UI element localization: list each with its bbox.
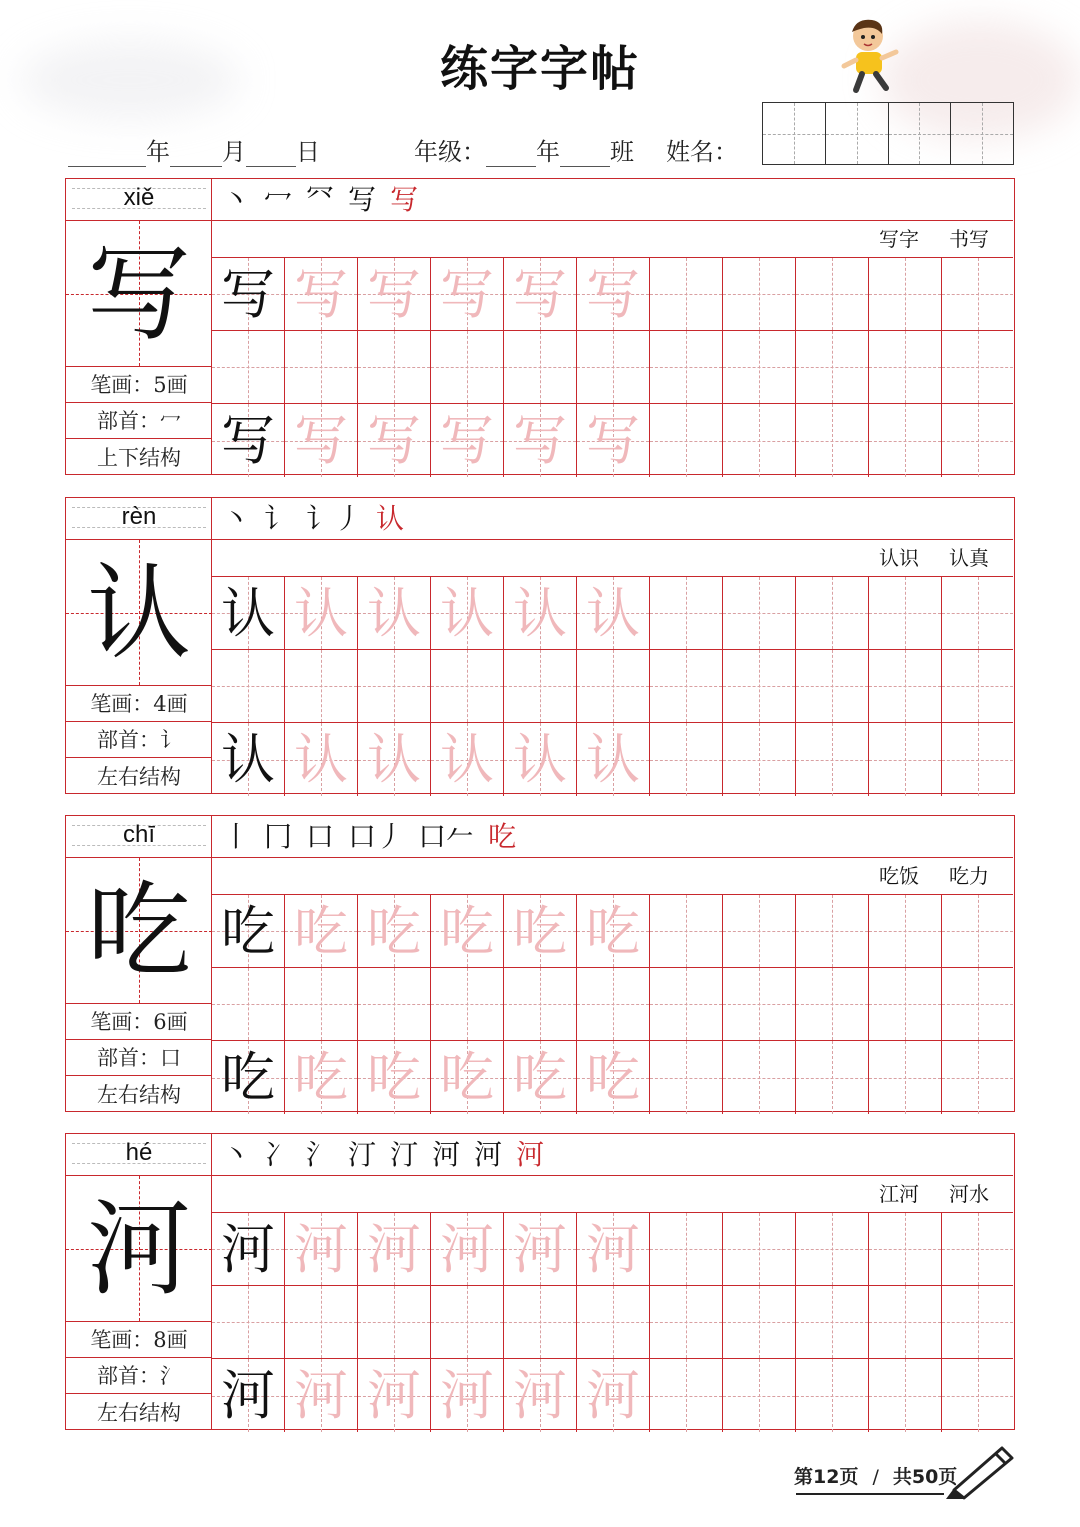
practice-cell[interactable] [577, 723, 650, 796]
trace-character: 吃 [586, 900, 640, 963]
grid-row [212, 1041, 1013, 1114]
practice-cell[interactable] [577, 331, 650, 404]
trace-character: 写 [294, 263, 348, 326]
practice-cell[interactable] [869, 968, 942, 1041]
practice-cell[interactable] [650, 1359, 723, 1432]
practice-cell[interactable] [650, 331, 723, 404]
trace-character: 吃 [586, 1046, 640, 1109]
practice-cell[interactable] [431, 968, 504, 1041]
practice-cell[interactable] [942, 1286, 1013, 1359]
practice-cell[interactable] [577, 1213, 650, 1286]
practice-cell[interactable] [431, 650, 504, 723]
grid-model-character: 吃 [221, 900, 275, 963]
practice-cell[interactable] [577, 1359, 650, 1432]
trace-character: 写 [367, 409, 421, 472]
example-word: 认识 [879, 546, 919, 570]
stroke-step: 河 [474, 1138, 503, 1171]
trace-character: 河 [440, 1364, 494, 1427]
practice-cell[interactable] [504, 650, 577, 723]
radical-label: 部首：冖 [66, 403, 212, 439]
practice-cell[interactable] [504, 331, 577, 404]
practice-cell[interactable] [285, 331, 358, 404]
stroke-step: 吃 [488, 820, 517, 853]
structure-label: 左右结构 [97, 1082, 181, 1107]
grade-label: 年级： [414, 138, 486, 166]
practice-cell[interactable] [942, 258, 1013, 331]
trace-character: 吃 [513, 1046, 567, 1109]
stroke-count-label: 笔画：4画 [66, 686, 212, 722]
practice-cell[interactable] [504, 1286, 577, 1359]
practice-cell[interactable] [577, 1286, 650, 1359]
practice-cell[interactable] [577, 258, 650, 331]
trace-character: 认 [513, 728, 567, 791]
example-words-row [212, 221, 1013, 258]
grid-model-character: 河 [221, 1364, 275, 1427]
practice-cell[interactable] [504, 968, 577, 1041]
trace-character: 写 [513, 409, 567, 472]
practice-cell[interactable] [504, 1213, 577, 1286]
practice-cell[interactable] [942, 968, 1013, 1041]
stroke-order-row [212, 816, 1013, 858]
practice-cell[interactable] [650, 1041, 723, 1114]
practice-cell[interactable] [577, 895, 650, 968]
structure-label: 左右结构 [97, 1400, 181, 1425]
practice-cell[interactable] [431, 1286, 504, 1359]
example-words-row [212, 858, 1013, 895]
pen-icon [940, 1440, 1018, 1500]
example-words-row [212, 540, 1013, 577]
practice-cell[interactable] [358, 1286, 431, 1359]
practice-cell[interactable] [869, 650, 942, 723]
practice-cell[interactable] [504, 895, 577, 968]
stroke-step: 讠丿 [306, 502, 363, 535]
practice-cell[interactable] [504, 1041, 577, 1114]
practice-cell[interactable] [285, 1213, 358, 1286]
character-info-panel [65, 1133, 211, 1430]
practice-cell[interactable] [796, 1286, 869, 1359]
class-line [414, 132, 738, 167]
practice-cell[interactable] [212, 258, 285, 331]
model-character-box [66, 221, 212, 367]
practice-cell[interactable] [285, 1041, 358, 1114]
practice-cell[interactable] [431, 723, 504, 796]
example-word: 认真 [949, 546, 989, 570]
practice-cell[interactable] [358, 577, 431, 650]
example-word: 吃饭 [879, 864, 919, 888]
trace-character: 认 [513, 582, 567, 645]
grid-row [212, 1213, 1013, 1286]
practice-cell[interactable] [212, 723, 285, 796]
practice-cell[interactable] [723, 723, 796, 796]
trace-character: 河 [513, 1364, 567, 1427]
practice-cell[interactable] [869, 1041, 942, 1114]
grid-row [212, 650, 1013, 723]
practice-cell[interactable] [358, 1359, 431, 1432]
trace-character: 河 [440, 1218, 494, 1281]
practice-cell[interactable] [942, 895, 1013, 968]
practice-cell[interactable] [796, 968, 869, 1041]
page-indicator [794, 1462, 957, 1489]
grid-model-character: 认 [221, 728, 275, 791]
practice-cell[interactable] [212, 1286, 285, 1359]
stroke-step: 丶 [222, 183, 251, 216]
trace-character: 河 [294, 1364, 348, 1427]
trace-character: 吃 [513, 900, 567, 963]
name-boxes[interactable] [762, 102, 1014, 165]
grid-row [212, 1286, 1013, 1359]
trace-character: 河 [586, 1364, 640, 1427]
practice-cell[interactable] [504, 577, 577, 650]
practice-cell[interactable] [358, 1041, 431, 1114]
grid-row [212, 577, 1013, 650]
stroke-order-row [212, 498, 1013, 540]
trace-character: 写 [367, 263, 421, 326]
practice-cell[interactable] [942, 1213, 1013, 1286]
practice-cell[interactable] [723, 650, 796, 723]
stroke-count-label: 笔画：5画 [66, 367, 212, 403]
stroke-step: 口 [306, 820, 335, 853]
trace-character: 河 [513, 1218, 567, 1281]
example-word: 写字 [879, 227, 919, 251]
practice-cell[interactable] [431, 1359, 504, 1432]
class-blank[interactable] [560, 142, 610, 167]
practice-cell[interactable] [358, 404, 431, 477]
example-word: 江河 [879, 1182, 919, 1206]
grade-year-label: 年 [536, 138, 560, 166]
practice-cell[interactable] [723, 1359, 796, 1432]
model-character-box [66, 1176, 212, 1322]
character-info-panel [65, 497, 211, 794]
practice-cell[interactable] [723, 577, 796, 650]
model-character: 河 [86, 1188, 191, 1310]
year-blank[interactable] [68, 142, 146, 167]
practice-cell[interactable] [212, 968, 285, 1041]
grid-row [212, 1359, 1013, 1432]
trace-character: 认 [367, 728, 421, 791]
practice-cell[interactable] [358, 723, 431, 796]
name-box[interactable] [951, 103, 1013, 164]
stroke-order-row [212, 1134, 1013, 1176]
practice-cell[interactable] [431, 331, 504, 404]
pinyin-box [66, 179, 212, 221]
trace-character: 认 [586, 728, 640, 791]
structure-label: 上下结构 [97, 445, 181, 470]
trace-character: 河 [294, 1218, 348, 1281]
grid-model-character: 河 [221, 1218, 275, 1281]
trace-character: 认 [586, 582, 640, 645]
character-block [65, 815, 1015, 1114]
practice-cell[interactable] [796, 331, 869, 404]
radical-label: 部首：讠 [66, 722, 212, 758]
grid-model-character: 认 [221, 582, 275, 645]
practice-cell[interactable] [285, 404, 358, 477]
practice-cell[interactable] [869, 404, 942, 477]
day-label: 日 [296, 138, 320, 166]
month-label: 月 [222, 138, 246, 166]
practice-cell[interactable] [285, 968, 358, 1041]
practice-cell[interactable] [723, 1041, 796, 1114]
practice-cell[interactable] [504, 404, 577, 477]
practice-cell[interactable] [358, 331, 431, 404]
practice-cell[interactable] [358, 1213, 431, 1286]
practice-cell[interactable] [942, 650, 1013, 723]
stroke-step: 河 [516, 1138, 545, 1171]
name-label: 姓名： [666, 138, 738, 166]
radical-label: 部首：口 [66, 1040, 212, 1076]
trace-character: 认 [367, 582, 421, 645]
stroke-step: 丨 [222, 820, 251, 853]
stroke-step: 口𠂉 [418, 820, 475, 853]
model-character-box [66, 858, 212, 1004]
practice-cell[interactable] [212, 331, 285, 404]
grid-row [212, 968, 1013, 1041]
trace-character: 吃 [440, 1046, 494, 1109]
character-block [65, 1133, 1015, 1432]
trace-character: 河 [586, 1218, 640, 1281]
practice-cell[interactable] [285, 1286, 358, 1359]
practice-cell[interactable] [796, 258, 869, 331]
practice-cell[interactable] [942, 404, 1013, 477]
trace-character: 吃 [440, 900, 494, 963]
grid-model-character: 写 [221, 409, 275, 472]
stroke-step: 氵 [306, 1138, 335, 1171]
practice-cell[interactable] [723, 1286, 796, 1359]
practice-cell[interactable] [504, 258, 577, 331]
practice-cell[interactable] [796, 1359, 869, 1432]
practice-cell[interactable] [358, 968, 431, 1041]
practice-cell[interactable] [796, 1041, 869, 1114]
trace-character: 写 [440, 263, 494, 326]
name-box[interactable] [826, 103, 889, 164]
practice-cell[interactable] [650, 1286, 723, 1359]
practice-cell[interactable] [869, 1359, 942, 1432]
stroke-step: 丶 [222, 502, 251, 535]
practice-cell[interactable] [650, 404, 723, 477]
grid-row [212, 404, 1013, 477]
structure-label: 左右结构 [97, 764, 181, 789]
practice-cell[interactable] [869, 723, 942, 796]
practice-cell[interactable] [723, 895, 796, 968]
stroke-step: 讠 [264, 502, 293, 535]
trace-character: 河 [367, 1364, 421, 1427]
practice-cell[interactable] [431, 577, 504, 650]
trace-character: 认 [440, 582, 494, 645]
practice-cell[interactable] [285, 895, 358, 968]
model-character: 认 [86, 552, 191, 674]
practice-cell[interactable] [650, 258, 723, 331]
practice-cell[interactable] [796, 1213, 869, 1286]
practice-cell[interactable] [942, 1359, 1013, 1432]
page-separator: / [872, 1466, 879, 1488]
practice-cell[interactable] [285, 258, 358, 331]
grid-row [212, 895, 1013, 968]
practice-cell[interactable] [650, 723, 723, 796]
practice-cell[interactable] [942, 331, 1013, 404]
grid-row [212, 331, 1013, 404]
stroke-step: 冫 [264, 1138, 293, 1171]
grid-row [212, 258, 1013, 331]
stroke-step: 丶 [222, 1138, 251, 1171]
practice-cell[interactable] [504, 723, 577, 796]
trace-character: 认 [294, 728, 348, 791]
practice-cell[interactable] [358, 650, 431, 723]
grade-blank[interactable] [486, 142, 536, 167]
practice-cell[interactable] [796, 650, 869, 723]
character-info-panel [65, 815, 211, 1112]
page-number: 第12页 [794, 1466, 859, 1488]
date-line [68, 132, 320, 167]
trace-character: 写 [513, 263, 567, 326]
trace-character: 写 [586, 263, 640, 326]
class-label: 班 [610, 138, 634, 166]
practice-cell[interactable] [869, 258, 942, 331]
practice-cell[interactable] [212, 577, 285, 650]
practice-cell[interactable] [796, 723, 869, 796]
model-character: 写 [86, 233, 191, 355]
practice-cell[interactable] [869, 331, 942, 404]
grid-row [212, 723, 1013, 796]
pinyin-text: chī [122, 821, 155, 848]
character-block [65, 178, 1015, 477]
example-word: 河水 [949, 1182, 989, 1206]
practice-cell[interactable] [504, 1359, 577, 1432]
practice-cell[interactable] [285, 1359, 358, 1432]
trace-character: 认 [294, 582, 348, 645]
name-box[interactable] [763, 103, 826, 164]
practice-cell[interactable] [285, 650, 358, 723]
grid-model-character: 写 [221, 263, 275, 326]
practice-cell[interactable] [212, 1359, 285, 1432]
practice-cell[interactable] [577, 968, 650, 1041]
practice-area [211, 178, 1015, 475]
practice-cell[interactable] [431, 1213, 504, 1286]
day-blank[interactable] [246, 142, 296, 167]
stroke-step: 写 [348, 183, 377, 216]
practice-cell[interactable] [577, 577, 650, 650]
practice-cell[interactable] [869, 577, 942, 650]
practice-cell[interactable] [650, 577, 723, 650]
stroke-step: 冂 [264, 820, 293, 853]
trace-character: 吃 [367, 1046, 421, 1109]
trace-character: 吃 [367, 900, 421, 963]
practice-cell[interactable] [358, 258, 431, 331]
page-title: 练字字帖 [439, 41, 640, 97]
practice-cell[interactable] [650, 1213, 723, 1286]
practice-cell[interactable] [650, 895, 723, 968]
practice-cell[interactable] [358, 895, 431, 968]
stroke-step: 认 [376, 502, 405, 535]
practice-cell[interactable] [723, 258, 796, 331]
practice-cell[interactable] [942, 1041, 1013, 1114]
stroke-step: 冖 [264, 183, 293, 216]
practice-cell[interactable] [212, 650, 285, 723]
practice-cell[interactable] [723, 968, 796, 1041]
stroke-step: 汀 [348, 1138, 377, 1171]
pinyin-text: rèn [121, 503, 157, 530]
trace-character: 写 [440, 409, 494, 472]
practice-cell[interactable] [723, 331, 796, 404]
practice-area [211, 1133, 1015, 1430]
boy-running-icon [838, 16, 900, 96]
stroke-step: ⺳ [306, 183, 335, 216]
year-label: 年 [146, 138, 170, 166]
stroke-step: 汀 [390, 1138, 419, 1171]
practice-cell[interactable] [942, 577, 1013, 650]
practice-cell[interactable] [796, 895, 869, 968]
practice-cell[interactable] [212, 404, 285, 477]
practice-cell[interactable] [212, 1041, 285, 1114]
practice-cell[interactable] [431, 895, 504, 968]
trace-character: 认 [440, 728, 494, 791]
trace-character: 写 [586, 409, 640, 472]
trace-character: 吃 [294, 1046, 348, 1109]
practice-cell[interactable] [212, 895, 285, 968]
stroke-step: 河 [432, 1138, 461, 1171]
practice-cell[interactable] [869, 1213, 942, 1286]
example-words-row [212, 1176, 1013, 1213]
footer-underline [796, 1493, 944, 1495]
practice-cell[interactable] [577, 650, 650, 723]
stroke-count-label: 笔画：8画 [66, 1322, 212, 1358]
practice-cell[interactable] [723, 404, 796, 477]
practice-cell[interactable] [723, 1213, 796, 1286]
practice-cell[interactable] [431, 1041, 504, 1114]
practice-cell[interactable] [285, 577, 358, 650]
model-character-box [66, 540, 212, 686]
name-box[interactable] [889, 103, 952, 164]
practice-cell[interactable] [942, 723, 1013, 796]
practice-cell[interactable] [431, 258, 504, 331]
month-blank[interactable] [170, 142, 222, 167]
grid-model-character: 吃 [221, 1046, 275, 1109]
practice-cell[interactable] [577, 1041, 650, 1114]
pinyin-box [66, 498, 212, 540]
stroke-step: 口丿 [348, 820, 405, 853]
practice-cell[interactable] [796, 404, 869, 477]
trace-character: 写 [294, 409, 348, 472]
trace-character: 吃 [294, 900, 348, 963]
practice-cell[interactable] [431, 404, 504, 477]
model-character: 吃 [86, 870, 191, 992]
stroke-order-row [212, 179, 1013, 221]
practice-cell[interactable] [869, 895, 942, 968]
pinyin-box [66, 816, 212, 858]
practice-cell[interactable] [650, 968, 723, 1041]
practice-cell[interactable] [869, 1286, 942, 1359]
stroke-step: 写 [390, 183, 419, 216]
trace-character: 河 [367, 1218, 421, 1281]
practice-area [211, 815, 1015, 1112]
character-info-panel [65, 178, 211, 475]
radical-label: 部首：氵 [66, 1358, 212, 1394]
practice-cell[interactable] [650, 650, 723, 723]
character-block [65, 497, 1015, 796]
example-word: 吃力 [949, 864, 989, 888]
stroke-count-label: 笔画：6画 [66, 1004, 212, 1040]
pinyin-box [66, 1134, 212, 1176]
practice-area [211, 497, 1015, 794]
pinyin-text: hé [125, 1139, 153, 1166]
pinyin-text: xiě [123, 184, 155, 211]
example-word: 书写 [949, 227, 989, 251]
page-total: 共50页 [892, 1466, 958, 1488]
practice-cell[interactable] [577, 404, 650, 477]
practice-cell[interactable] [285, 723, 358, 796]
practice-cell[interactable] [212, 1213, 285, 1286]
practice-cell[interactable] [796, 577, 869, 650]
